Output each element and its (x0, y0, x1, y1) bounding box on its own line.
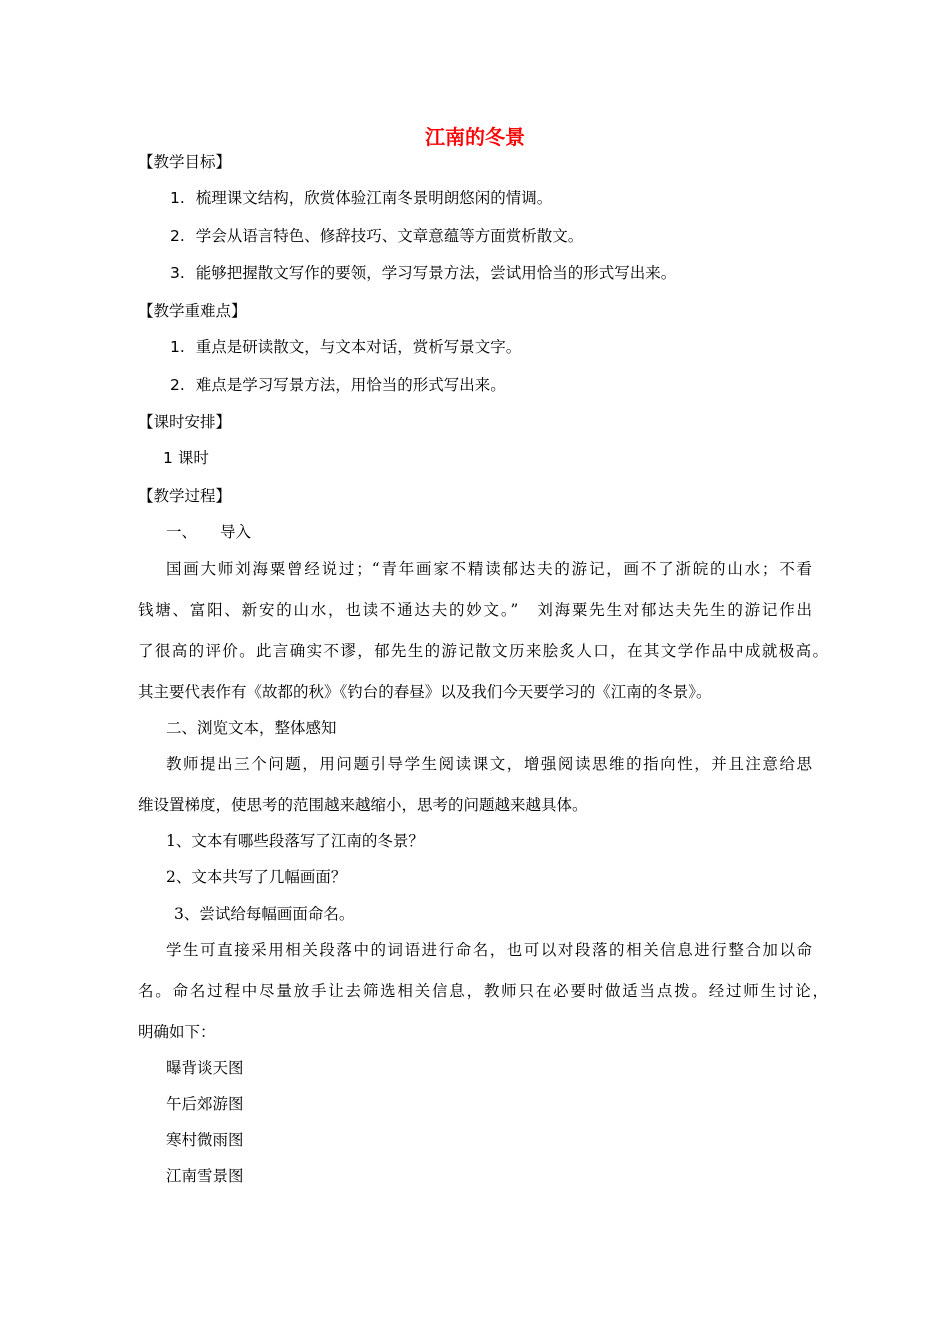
intro-paragraph-line: 其主要代表作有《故都的秋》《钓台的春昼》以及我们今天要学习的《江南的冬景》。 (138, 683, 712, 701)
section-heading-key-points: 【教学重难点】 (138, 302, 247, 320)
intro-paragraph-line: 国画大师刘海粟曾经说过；“青年画家不精读郁达夫的游记，画不了浙皖的山水；不看 (166, 560, 812, 578)
key-point-item (170, 375, 506, 395)
schedule-number: 1 (163, 449, 173, 467)
intro-paragraph-line: 了很高的评价。此言确实不谬，郁先生的游记散文历来脍炙人口，在其文学作品中成就极高。 (138, 642, 828, 660)
step-one-heading (166, 522, 251, 542)
section-heading-schedule: 【课时安排】 (138, 413, 232, 431)
key-point-text: 难点是学习写景方法，用恰当的形式写出来。 (195, 376, 506, 394)
key-point-number: 1. (170, 338, 185, 356)
goal-item (170, 226, 583, 246)
student-paragraph-line: 学生可直接采用相关段落中的词语进行命名，也可以对段落的相关信息进行整合加以命 (166, 941, 812, 959)
section-heading-process: 【教学过程】 (138, 487, 232, 505)
goal-text: 梳理课文结构，欣赏体验江南冬景明朗悠闲的情调。 (195, 189, 553, 207)
key-point-item (170, 337, 521, 357)
teacher-paragraph-line: 教师提出三个问题，用问题引导学生阅读课文，增强阅读思维的指向性，并且注意给思 (166, 755, 812, 773)
intro-paragraph-line: 钱塘、富阳、新安的山水，也读不通达夫的妙文。” 刘海粟先生对郁达夫先生的游记作出 (138, 601, 812, 619)
student-paragraph-line: 名。命名过程中尽量放手让去筛选相关信息，教师只在必要时做适当点拨。经过师生讨论， (138, 982, 828, 1000)
key-point-number: 2. (170, 376, 185, 394)
goal-number: 2. (170, 227, 185, 245)
goal-text: 学会从语言特色、修辞技巧、文章意蕴等方面赏析散文。 (195, 227, 584, 245)
student-paragraph-line: 明确如下： (138, 1023, 216, 1041)
question-item: 2、文本共写了几幅画面？ (166, 868, 347, 886)
goal-item (170, 188, 552, 208)
picture-name: 午后郊游图 (166, 1095, 244, 1113)
question-item: 3、尝试给每幅画面命名。 (174, 905, 355, 923)
picture-name: 江南雪景图 (166, 1167, 244, 1185)
picture-name: 曝背谈天图 (166, 1059, 244, 1077)
page-title: 江南的冬景 (425, 125, 525, 149)
goal-text: 能够把握散文写作的要领，学习写景方法，尝试用恰当的形式写出来。 (195, 264, 677, 282)
section-heading-goals: 【教学目标】 (138, 153, 232, 171)
teacher-paragraph-line: 维设置梯度，使思考的范围越来越缩小，思考的问题越来越具体。 (138, 796, 588, 814)
key-point-text: 重点是研读散文，与文本对话，赏析写景文字。 (195, 338, 522, 356)
goal-number: 3. (170, 264, 185, 282)
question-item: 1、文本有哪些段落写了江南的冬景？ (166, 832, 424, 850)
step-two-heading: 二、浏览文本，整体感知 (166, 719, 337, 737)
schedule-value (163, 448, 209, 468)
schedule-text: 课时 (177, 449, 209, 467)
goal-item (170, 263, 676, 283)
step-one-number: 一、 (166, 523, 198, 541)
picture-name: 寒村微雨图 (166, 1131, 244, 1149)
step-one-label: 导入 (219, 523, 251, 541)
goal-number: 1. (170, 189, 185, 207)
